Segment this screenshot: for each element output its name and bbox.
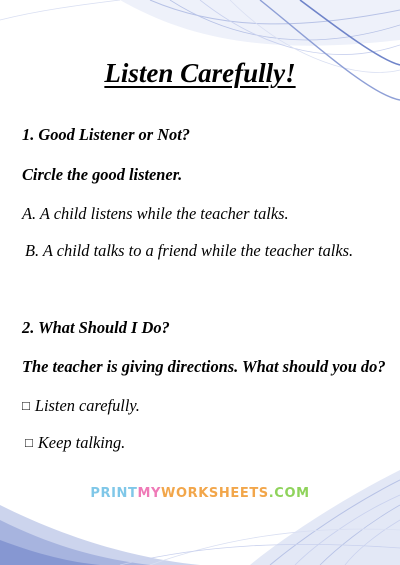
option-1-label: Listen carefully.	[34, 396, 140, 415]
worksheet-title: Listen Carefully!	[104, 58, 296, 88]
checkbox-icon: □	[25, 435, 33, 450]
question-2-instruction: The teacher is giving directions. What should you do?	[22, 357, 386, 376]
question-2-option-1	[22, 396, 140, 416]
question-1-option-a: A. A child listens while the teacher talks.	[22, 204, 289, 223]
question-1-option-b: B. A child talks to a friend while the teacher talks.	[25, 241, 354, 260]
brand-part-print: PRINT	[90, 486, 138, 501]
question-2-heading: 2. What Should I Do?	[22, 318, 170, 337]
brand-part-worksheets: WORKSHEETS	[161, 486, 269, 501]
option-2-label: Keep talking.	[37, 433, 126, 452]
question-1-instruction: Circle the good listener.	[22, 165, 183, 184]
brand-part-com: .COM	[268, 486, 310, 501]
question-2-option-2	[25, 433, 125, 453]
bottom-wave-decoration	[0, 470, 400, 565]
checkbox-icon: □	[22, 398, 30, 413]
site-brand-logo	[0, 486, 400, 501]
brand-part-my: MY	[137, 486, 162, 501]
question-1-heading: 1. Good Listener or Not?	[22, 125, 191, 144]
